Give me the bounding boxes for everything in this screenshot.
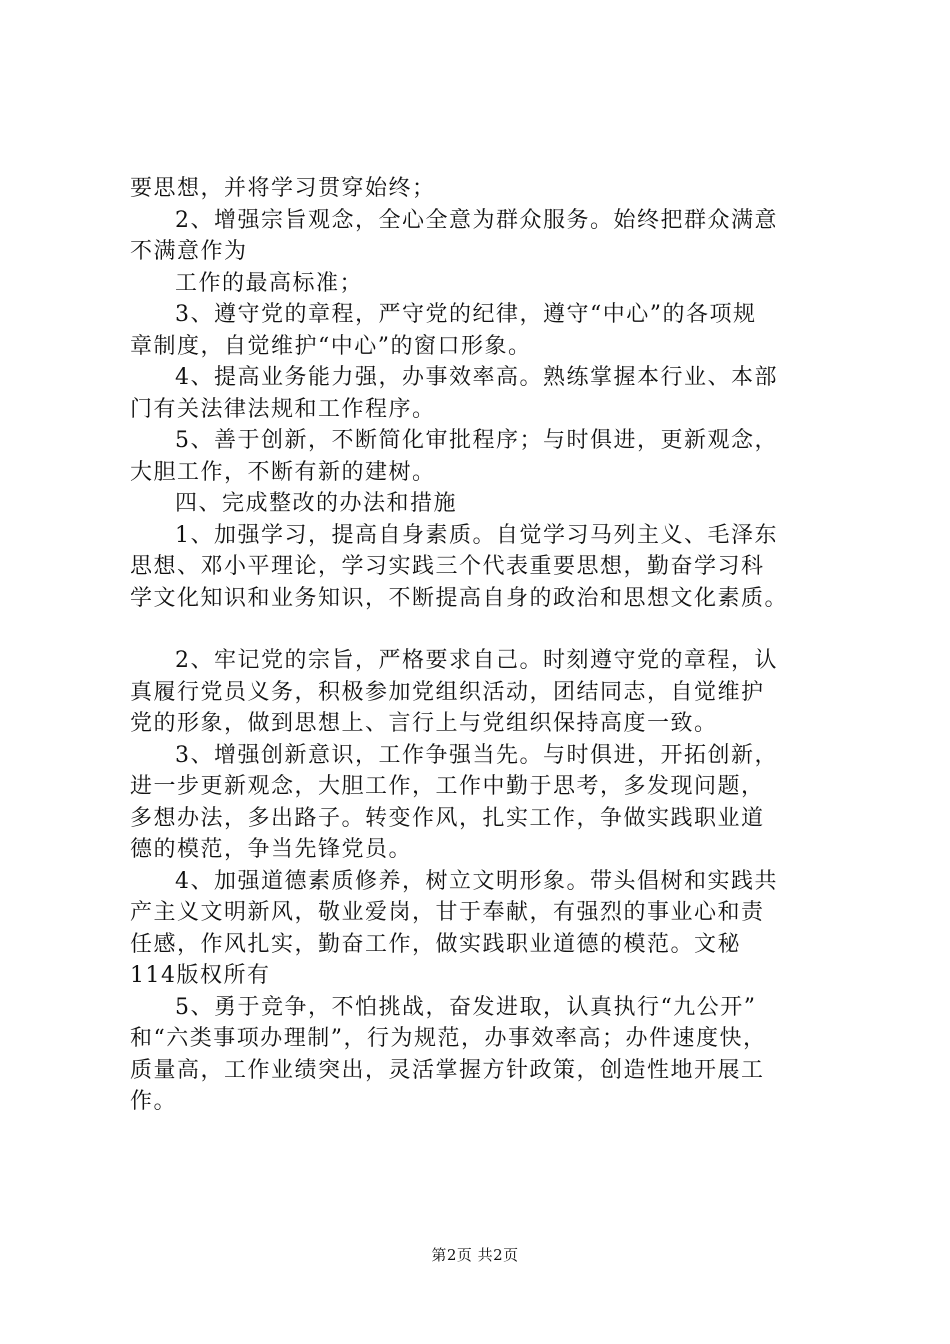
text-line: 任感，作风扎实，勤奋工作，做实践职业道德的模范。文秘 — [130, 931, 742, 957]
text-line: 5、善于创新，不断简化审批程序；与时俱进，更新观念， — [175, 428, 778, 453]
text-line: 4、加强道德素质修养，树立文明形象。带头倡树和实践共 — [175, 868, 778, 894]
text-line: 2、增强宗旨观念，全心全意为群众服务。始终把群众满意 — [175, 207, 778, 233]
text-line: 章制度，自觉维护“中心”的窗口形象。 — [130, 333, 532, 359]
text-line: 多想办法，多出路子。转变作风，扎实工作，争做实践职业道 — [130, 805, 765, 831]
text-line: 1、加强学习，提高自身素质。自觉学习马列主义、毛泽东 — [175, 522, 778, 548]
text-line: 德的模范，争当先锋党员。 — [130, 837, 413, 862]
text-line: 要思想，并将学习贯穿始终； — [130, 176, 436, 201]
text-line: 工作的最高标准； — [175, 270, 364, 296]
document-body — [130, 173, 850, 1118]
text-line: 产主义文明新风，敬业爱岗，甘于奉献，有强烈的事业心和责 — [130, 900, 765, 925]
text-line: 和“六类事项办理制”，行为规范，办事效率高；办件速度快， — [130, 1026, 767, 1051]
text-line: 3、增强创新意识，工作争强当先。与时俱进，开拓创新， — [175, 742, 778, 768]
text-line: 作。 — [130, 1089, 178, 1114]
text-line: 5、勇于竞争，不怕挑战，奋发进取，认真执行“九公开” — [175, 994, 757, 1020]
text-line: 114版权所有 — [130, 963, 271, 988]
text-line: 门有关法律法规和工作程序。 — [130, 396, 436, 422]
text-line: 4、提高业务能力强，办事效率高。熟练掌握本行业、本部 — [175, 365, 778, 390]
text-line: 真履行党员义务，积极参加党组织活动，团结同志，自觉维护 — [130, 679, 765, 705]
text-line: 党的形象，做到思想上、言行上与党组织保持高度一致。 — [130, 711, 718, 736]
text-line: 学文化知识和业务知识，不断提高自身的政治和思想文化素质。 — [130, 585, 789, 611]
page-number-footer: 第2页 共2页 — [431, 1246, 519, 1264]
text-line: 3、遵守党的章程，严守党的纪律，遵守“中心”的各项规 — [175, 302, 757, 327]
text-line: 进一步更新观念，大胆工作，工作中勤于思考，多发现问题， — [130, 774, 765, 799]
text-line: 大胆工作，不断有新的建树。 — [130, 459, 436, 485]
paragraph-gap — [130, 614, 850, 645]
text-line: 思想、邓小平理论，学习实践三个代表重要思想，勤奋学习科 — [130, 554, 765, 579]
text-line: 质量高，工作业绩突出，灵活掌握方针政策，创造性地开展工 — [130, 1057, 765, 1083]
text-line: 不满意作为 — [130, 239, 248, 264]
section-heading: 四、完成整改的办法和措施 — [175, 491, 458, 516]
text-line: 2、牢记党的宗旨，严格要求自己。时刻遵守党的章程，认 — [175, 648, 778, 673]
